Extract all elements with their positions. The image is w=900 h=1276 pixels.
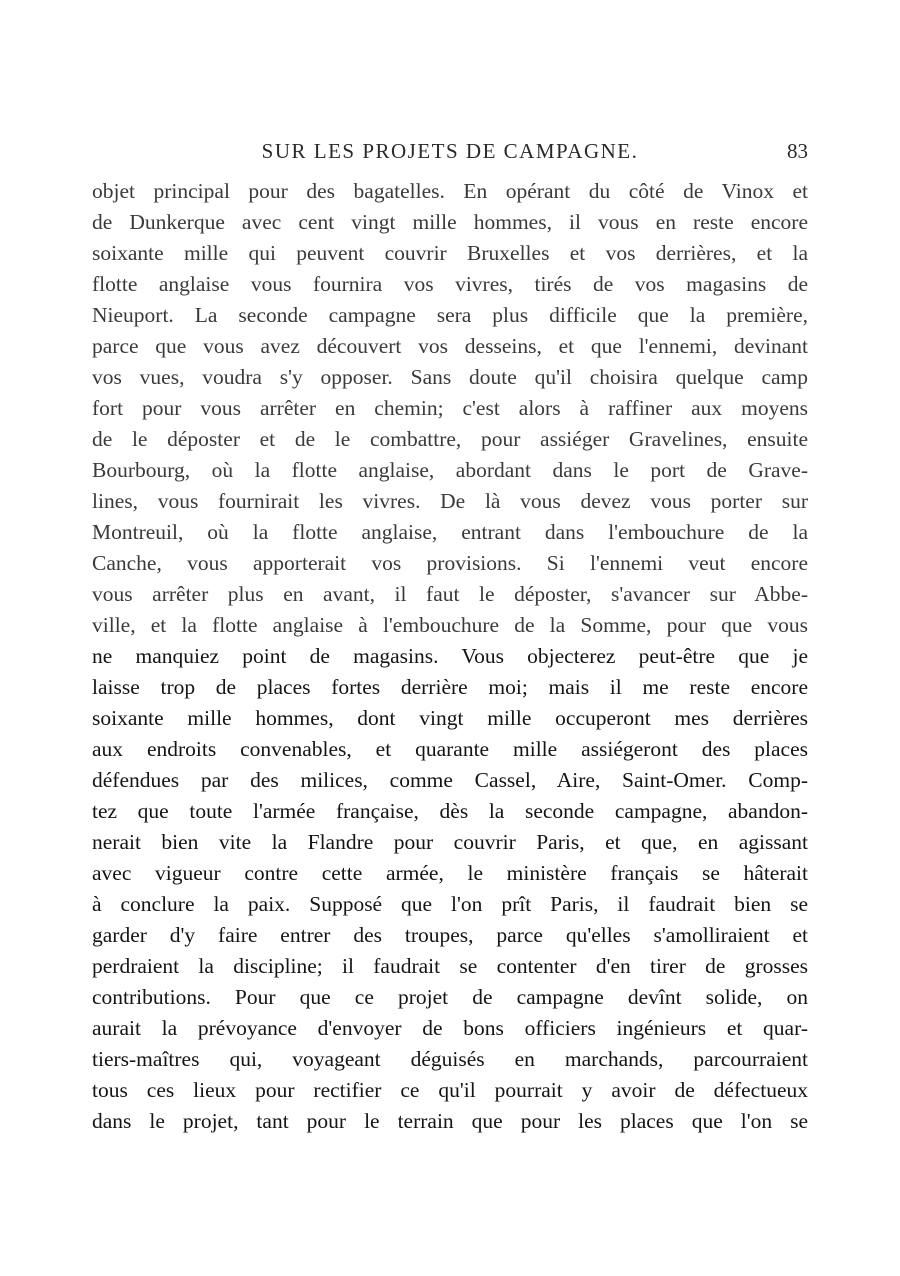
text-line: ne manquiez point de magasins. Vous objecterez peut-être que je (92, 644, 808, 668)
text-line: contributions. Pour que ce projet de campagne devînt solide, on (92, 985, 808, 1009)
text-line: tous ces lieux pour rectifier ce qu'il pourrait y avoir de défectueux (92, 1078, 808, 1102)
text-line: aux endroits convenables, et quarante mille assiégeront des places (92, 737, 808, 761)
text-line: défendues par des milices, comme Cassel, Aire, Saint-Omer. Comp- (92, 768, 808, 792)
text-line: soixante mille hommes, dont vingt mille occuperont mes derrières (92, 706, 808, 730)
running-head (92, 139, 808, 169)
text-line: Bourbourg, où la flotte anglaise, abordant dans le port de Grave- (92, 458, 808, 482)
text-line: tez que toute l'armée française, dès la seconde campagne, abandon- (92, 799, 808, 823)
text-line: nerait bien vite la Flandre pour couvrir Paris, et que, en agissant (92, 830, 808, 854)
text-line: fort pour vous arrêter en chemin; c'est alors à raffiner aux moyens (92, 396, 808, 420)
text-line: à conclure la paix. Supposé que l'on prît Paris, il faudrait bien se (92, 892, 808, 916)
body-text (92, 176, 808, 1137)
text-line: Nieuport. La seconde campagne sera plus difficile que la première, (92, 303, 808, 327)
text-line: Montreuil, où la flotte anglaise, entrant dans l'embouchure de la (92, 520, 808, 544)
text-line: de Dunkerque avec cent vingt mille hommes, il vous en reste encore (92, 210, 808, 234)
text-line: soixante mille qui peuvent couvrir Bruxelles et vos derrières, et la (92, 241, 808, 265)
text-line: ville, et la flotte anglaise à l'embouchure de la Somme, pour que vous (92, 613, 808, 637)
text-line: lines, vous fournirait les vivres. De là vous devez vous porter sur (92, 489, 808, 513)
text-line: garder d'y faire entrer des troupes, parce qu'elles s'amolliraient et (92, 923, 808, 947)
text-line: tiers-maîtres qui, voyageant déguisés en marchands, parcourraient (92, 1047, 808, 1071)
text-line: Canche, vous apporterait vos provisions. Si l'ennemi veut encore (92, 551, 808, 575)
text-line: aurait la prévoyance d'envoyer de bons officiers ingénieurs et quar- (92, 1016, 808, 1040)
text-line: objet principal pour des bagatelles. En opérant du côté de Vinox et (92, 179, 808, 203)
text-line: vous arrêter plus en avant, il faut le déposter, s'avancer sur Abbe- (92, 582, 808, 606)
running-title: SUR LES PROJETS DE CAMPAGNE. (261, 139, 639, 163)
page-number: 83 (787, 139, 808, 163)
text-line: parce que vous avez découvert vos desseins, et que l'ennemi, devinant (92, 334, 808, 358)
text-line: de le déposter et de le combattre, pour assiéger Gravelines, ensuite (92, 427, 808, 451)
text-line: dans le projet, tant pour le terrain que pour les places que l'on se (92, 1109, 808, 1133)
text-line: perdraient la discipline; il faudrait se contenter d'en tirer de grosses (92, 954, 808, 978)
text-line: vos vues, voudra s'y opposer. Sans doute qu'il choisira quelque camp (92, 365, 808, 389)
text-line: laisse trop de places fortes derrière moi; mais il me reste encore (92, 675, 808, 699)
text-line: avec vigueur contre cette armée, le ministère français se hâterait (92, 861, 808, 885)
text-line: flotte anglaise vous fournira vos vivres, tirés de vos magasins de (92, 272, 808, 296)
